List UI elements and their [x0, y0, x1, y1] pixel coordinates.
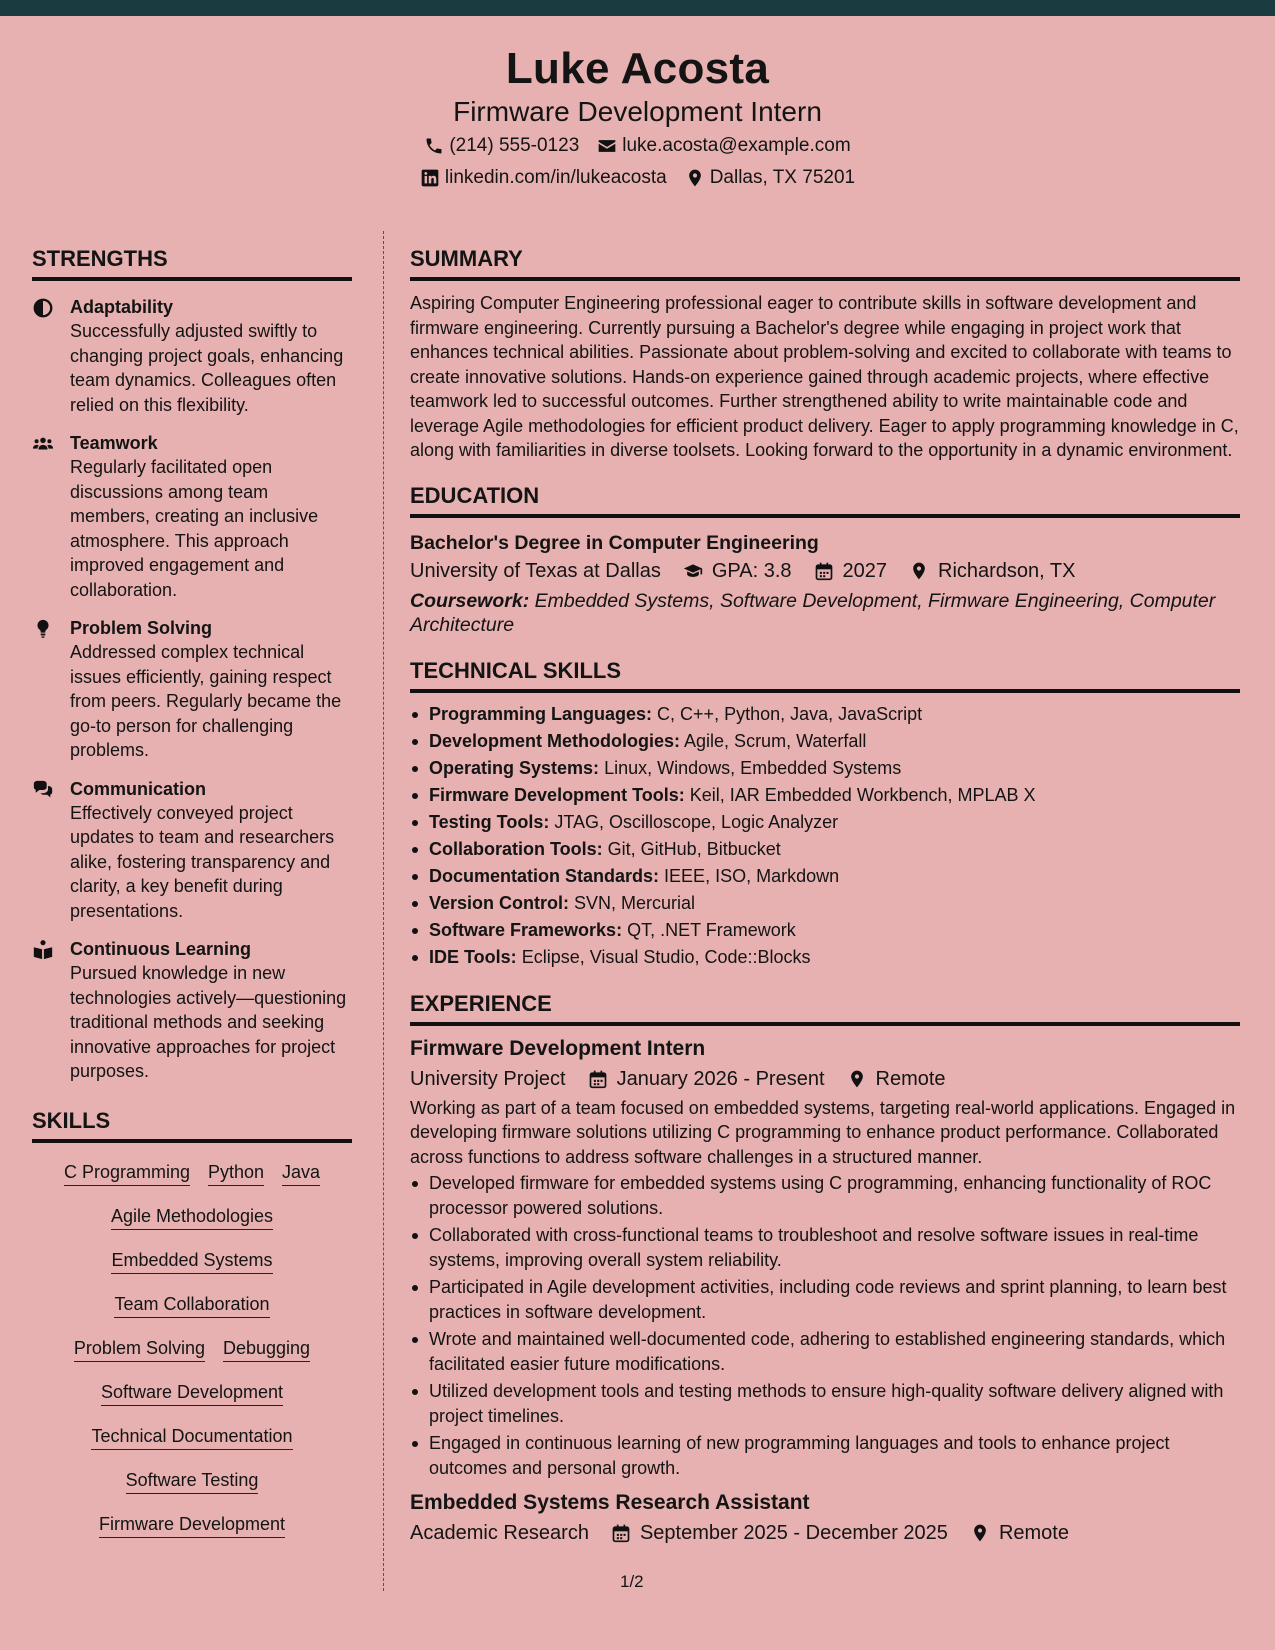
- skill-chip: Problem Solving: [74, 1337, 205, 1362]
- skill-chip: Software Testing: [126, 1469, 259, 1494]
- skill-value: Git, GitHub, Bitbucket: [607, 838, 781, 859]
- list-item: [410, 890, 1240, 917]
- list-item: Engaged in continuous learning of new programming languages and tools to enhance project outcomes and personal growth.: [410, 1431, 1240, 1480]
- strength-title: Adaptability: [70, 297, 174, 317]
- map-pin-icon: [847, 1069, 867, 1089]
- skill-chip: Embedded Systems: [111, 1249, 272, 1274]
- skill-label: Programming Languages:: [429, 703, 653, 724]
- skill-row: [101, 1381, 283, 1406]
- job-location: Remote: [998, 1522, 1069, 1544]
- list-item: [410, 782, 1240, 809]
- list-item: [410, 917, 1240, 944]
- list-item: Utilized development tools and testing methods to ensure high-quality software delivery aligned with project timelines.: [410, 1379, 1240, 1428]
- skill-label: Operating Systems:: [429, 757, 600, 778]
- strength-title: Problem Solving: [70, 618, 213, 638]
- contact-row-1: [0, 130, 1275, 162]
- skill-chip: Team Collaboration: [114, 1293, 269, 1318]
- list-item: Wrote and maintained well-documented code, adhering to established engineering standards, which facilitated easier future modifications.: [410, 1327, 1240, 1376]
- lightbulb-icon: [32, 618, 54, 640]
- strength-desc: Addressed complex technical issues efficiently, gaining respect from peers. Regularly became the go-to person for challenging problems.: [70, 642, 342, 760]
- job-location: Remote: [875, 1067, 946, 1090]
- job-meta: [410, 1064, 1240, 1094]
- skill-value: C, C++, Python, Java, JavaScript: [657, 703, 923, 724]
- email-text: luke.acosta@example.com: [622, 135, 851, 156]
- right-column: [410, 244, 1240, 1548]
- left-column: [32, 244, 352, 1538]
- strength-item: [32, 777, 352, 924]
- envelope-icon: [597, 136, 617, 156]
- skill-label: IDE Tools:: [429, 946, 517, 967]
- book-reader-icon: [32, 939, 54, 961]
- users-icon: [32, 433, 54, 455]
- list-item: Participated in Agile development activities, including code reviews and sprint planning, to learn best practices in software development.: [410, 1275, 1240, 1324]
- skill-chip: Technical Documentation: [91, 1425, 292, 1450]
- coursework-label: Coursework:: [410, 589, 530, 612]
- skill-label: Development Methodologies:: [429, 730, 681, 751]
- school-location: Richardson, TX: [938, 559, 1076, 582]
- skill-label: Firmware Development Tools:: [429, 784, 685, 805]
- resume-header: [0, 16, 1275, 204]
- skill-row: [114, 1293, 269, 1318]
- education-meta: [410, 556, 1240, 586]
- skill-chip: Debugging: [223, 1337, 310, 1362]
- skill-chip: Software Development: [101, 1381, 283, 1406]
- map-pin-icon: [685, 168, 705, 188]
- skill-chip: Java: [282, 1161, 320, 1186]
- list-item: [410, 701, 1240, 728]
- job-meta: [410, 1518, 1240, 1548]
- list-item: Collaborated with cross-functional teams to troubleshoot and resolve software issues in real-time systems, improving overall system reliability.: [410, 1223, 1240, 1272]
- strength-title: Continuous Learning: [70, 939, 251, 959]
- skill-label: Documentation Standards:: [429, 865, 660, 886]
- skill-label: Testing Tools:: [429, 811, 550, 832]
- gpa-text: GPA: 3.8: [711, 559, 792, 582]
- strength-item: [32, 616, 352, 763]
- experience-heading: EXPERIENCE: [410, 989, 1240, 1026]
- candidate-name: Luke Acosta: [505, 44, 770, 93]
- job-org: Academic Research: [410, 1522, 589, 1544]
- skill-row: [111, 1249, 272, 1274]
- job-org: University Project: [410, 1067, 566, 1090]
- summary-text: Aspiring Computer Engineering professional eager to contribute skills in software development and firmware engineering. Currently pursuing a Bachelor's degree while engaging in project work that enhances technical abilities. Passionate about problem-solving and excited to collaborate with teams to create innovative solutions. Hands-on experience gained through academic projects, where effective teamwork led to successful outcomes. Further strengthened ability to write maintainable code and leverage Agile methodologies for efficient product delivery. Eager to apply programming knowledge in C, along with familiarities in diverse toolsets. Looking forward to the opportunity in a dynamic environment.: [410, 293, 1239, 460]
- calendar-icon: [611, 1523, 631, 1543]
- skill-value: Linux, Windows, Embedded Systems: [604, 757, 902, 778]
- skill-value: IEEE, ISO, Markdown: [664, 865, 840, 886]
- linkedin-icon: [420, 168, 440, 188]
- comments-icon: [32, 779, 54, 801]
- calendar-icon: [814, 561, 834, 581]
- skill-row: [91, 1425, 292, 1450]
- location-contact: [685, 162, 855, 194]
- strength-desc: Effectively conveyed project updates to team and researchers alike, fostering transparency and clarity, a key benefit during presentations.: [70, 802, 335, 921]
- list-item: [410, 836, 1240, 863]
- map-pin-icon: [909, 561, 929, 581]
- skill-row: [64, 1161, 320, 1186]
- strength-title: Teamwork: [70, 433, 158, 453]
- skill-value: Eclipse, Visual Studio, Code::Blocks: [521, 946, 811, 967]
- skill-value: Keil, IAR Embedded Workbench, MPLAB X: [689, 784, 1036, 805]
- job-title: Firmware Development Intern: [410, 1036, 706, 1060]
- list-item: [410, 863, 1240, 890]
- education-heading: EDUCATION: [410, 481, 1240, 518]
- list-item: [410, 755, 1240, 782]
- coursework-list: Embedded Systems, Software Development, Firmware Engineering, Computer Architecture: [410, 589, 1216, 636]
- skill-row: [74, 1337, 310, 1362]
- graduation-cap-icon: [683, 561, 703, 581]
- phone-text: (214) 555-0123: [449, 135, 580, 156]
- list-item: [410, 728, 1240, 755]
- job-description: Working as part of a team focused on embedded systems, targeting real-world applications. Engaged in developing firmware solutions utilizing C programming to enhance product performance. Collaborated across functions to address software challenges in a structured manner.: [410, 1097, 1236, 1167]
- skill-chip: C Programming: [64, 1161, 190, 1186]
- strength-desc: Successfully adjusted swiftly to changing project goals, enhancing team dynamics. Colleagues often relied on this flexibility.: [70, 321, 344, 415]
- candidate-title: Firmware Development Intern: [453, 96, 822, 127]
- skill-label: Software Frameworks:: [429, 919, 623, 940]
- skill-row: [111, 1205, 273, 1230]
- strength-desc: Pursued knowledge in new technologies actively—questioning traditional methods and seeking innovative approaches for project purposes.: [70, 963, 347, 1081]
- summary-heading: SUMMARY: [410, 244, 1240, 281]
- calendar-icon: [588, 1069, 608, 1089]
- skills-heading: SKILLS: [32, 1106, 352, 1143]
- linkedin-text: linkedin.com/in/lukeacosta: [444, 167, 667, 188]
- skill-value: SVN, Mercurial: [574, 892, 696, 913]
- skill-chip: Python: [208, 1161, 264, 1186]
- strength-item: [32, 431, 352, 602]
- strengths-heading: STRENGTHS: [32, 244, 352, 281]
- linkedin-contact[interactable]: [420, 162, 667, 194]
- job-dates: January 2026 - Present: [616, 1067, 825, 1090]
- skill-label: Version Control:: [429, 892, 570, 913]
- technical-skills-heading: TECHNICAL SKILLS: [410, 656, 1240, 693]
- school-name: University of Texas at Dallas: [410, 559, 661, 582]
- graduation-year: 2027: [842, 559, 888, 582]
- skill-label: Collaboration Tools:: [429, 838, 603, 859]
- skills-list: [32, 1161, 352, 1538]
- strength-item: [32, 295, 352, 417]
- job-dates: September 2025 - December 2025: [639, 1522, 948, 1544]
- skill-value: QT, .NET Framework: [627, 919, 796, 940]
- technical-skills-list: [410, 701, 1240, 971]
- job-bullets: [410, 1171, 1240, 1480]
- top-accent-bar: [0, 0, 1275, 16]
- email-contact[interactable]: [597, 130, 850, 162]
- strength-desc: Regularly facilitated open discussions among team members, creating an inclusive atmosphere. This approach improved engagement and collaboration.: [70, 457, 319, 600]
- location-text: Dallas, TX 75201: [709, 167, 856, 188]
- half-circle-icon: [32, 297, 54, 319]
- map-pin-icon: [970, 1523, 990, 1543]
- skill-chip: Agile Methodologies: [111, 1205, 273, 1230]
- skill-chip: Firmware Development: [99, 1513, 285, 1538]
- strength-title: Communication: [70, 778, 207, 799]
- skill-value: Agile, Scrum, Waterfall: [684, 730, 867, 751]
- page-number: 1/2: [620, 1572, 644, 1591]
- list-item: [410, 809, 1240, 836]
- list-item: Developed firmware for embedded systems using C programming, enhancing functionality of ROC processor powered solutions.: [410, 1171, 1240, 1220]
- phone-icon: [424, 136, 444, 156]
- phone-contact[interactable]: [424, 130, 579, 162]
- skill-row: [99, 1513, 285, 1538]
- degree-title: Bachelor's Degree in Computer Engineering: [410, 531, 819, 554]
- list-item: [410, 944, 1240, 971]
- job-title: Embedded Systems Research Assistant: [410, 1491, 810, 1514]
- strength-item: [32, 937, 352, 1084]
- contact-row-2: [0, 162, 1275, 194]
- column-divider: [383, 231, 384, 1591]
- coursework: [410, 589, 1240, 638]
- skill-value: JTAG, Oscilloscope, Logic Analyzer: [554, 811, 839, 832]
- skill-row: [126, 1469, 259, 1494]
